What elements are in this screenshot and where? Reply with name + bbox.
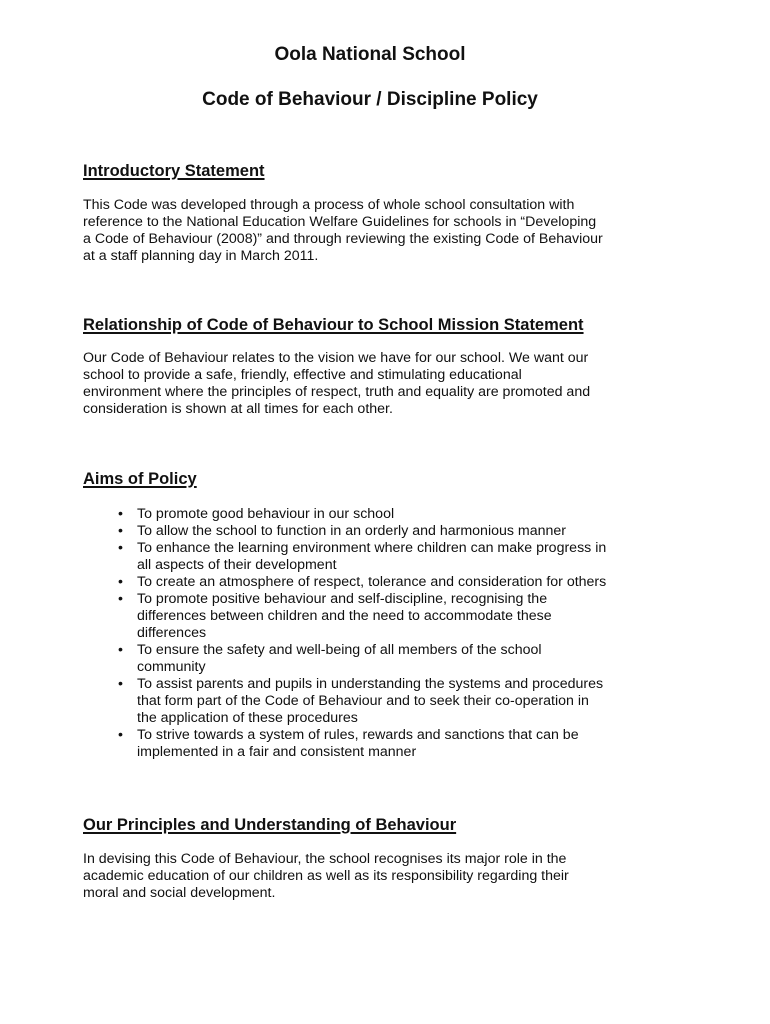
intro-line: at a staff planning day in March 2011. [83, 248, 319, 264]
mission-line: environment where the principles of respect, truth and equality are promoted and [83, 384, 591, 400]
list-item-line: differences [137, 625, 207, 641]
mission-paragraph [83, 350, 673, 418]
mission-heading: Relationship of Code of Behaviour to School Mission Statement [83, 316, 584, 334]
intro-line: reference to the National Education Welfare Guidelines for schools in “Developing [83, 214, 597, 230]
list-item [83, 506, 673, 523]
document-subtitle: Code of Behaviour / Discipline Policy [202, 89, 538, 110]
aims-heading: Aims of Policy [83, 470, 197, 488]
principles-line: In devising this Code of Behaviour, the school recognises its major role in the [83, 851, 567, 867]
intro-paragraph [83, 197, 673, 265]
intro-line: a Code of Behaviour (2008)” and through reviewing the existing Code of Behaviour [83, 231, 603, 247]
principles-heading: Our Principles and Understanding of Behaviour [83, 816, 457, 834]
list-item-line: • To allow the school to function in an orderly and harmonious manner [137, 523, 567, 539]
list-item-line: implemented in a fair and consistent manner [137, 744, 417, 760]
list-item [83, 540, 673, 574]
document-title: Oola National School [274, 44, 466, 65]
list-item-line: • To promote good behaviour in our school [137, 506, 395, 522]
aims-list [83, 506, 673, 761]
list-item [83, 727, 673, 761]
principles-paragraph [83, 851, 673, 902]
list-item-line: • To strive towards a system of rules, rewards and sanctions that can be [137, 727, 579, 743]
list-item-line: community [137, 659, 206, 675]
list-item-line: all aspects of their development [137, 557, 337, 573]
list-item-line: • To create an atmosphere of respect, tolerance and consideration for others [137, 574, 607, 590]
mission-line: Our Code of Behaviour relates to the vision we have for our school. We want our [83, 350, 589, 366]
intro-line: This Code was developed through a process of whole school consultation with [83, 197, 575, 213]
list-item [83, 676, 673, 727]
list-item-line: • To enhance the learning environment where children can make progress in [137, 540, 607, 556]
list-item [83, 642, 673, 676]
list-item [83, 574, 673, 591]
list-item [83, 591, 673, 642]
list-item-line: that form part of the Code of Behaviour and to seek their co-operation in [137, 693, 589, 709]
principles-line: academic education of our children as well as its responsibility regarding their [83, 868, 569, 884]
list-item-line: • To ensure the safety and well-being of all members of the school [137, 642, 542, 658]
list-item [83, 523, 673, 540]
intro-heading: Introductory Statement [83, 162, 265, 180]
principles-line: moral and social development. [83, 885, 276, 901]
list-item-line: the application of these procedures [137, 710, 358, 726]
list-item-line: differences between children and the need to accommodate these [137, 608, 552, 624]
list-item-line: • To assist parents and pupils in understanding the systems and procedures [137, 676, 604, 692]
mission-line: consideration is shown at all times for each other. [83, 401, 393, 417]
mission-line: school to provide a safe, friendly, effective and stimulating educational [83, 367, 522, 383]
list-item-line: • To promote positive behaviour and self-discipline, recognising the [137, 591, 548, 607]
